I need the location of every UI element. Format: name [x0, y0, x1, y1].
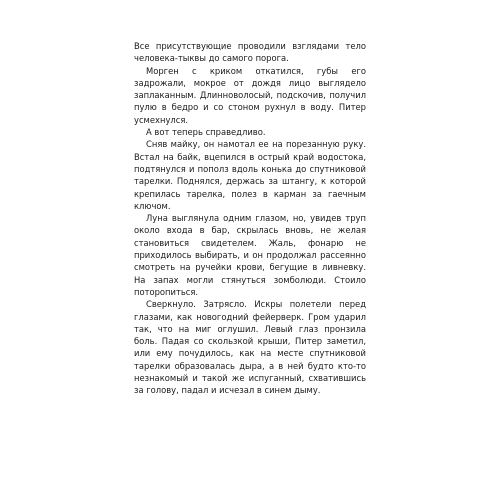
- paragraph-3: А вот теперь справедливо.: [146, 127, 266, 138]
- paragraph-6: Сверкнуло. Затрясло. Искры полетели перед глазами, как новогодний фейерверк. Гром ударил так, что на миг оглушил. Левый глаз пронзила боль. Падая со скользкой крыши, Питер заметил, или ему почудилось, как на месте спутниковой тарелки образовалась дыра, а в ней будто кто-то незнакомый и такой же испуганный, схватившись за голову, падал и исчезал в синем дыму.: [134, 299, 366, 396]
- body-text: [134, 40, 366, 397]
- paragraph-2: Морген с криком откатился, губы его задрожали, мокрое от дождя лицо выглядело заплаканным. Длинноволосый, подскочив, получил пулю в бедро и со стоном рухнул в воду. Питер усмехнулся.: [134, 65, 366, 125]
- paragraph-1: Все присутствующие проводили взглядами тело человека-тыквы до самого порога.: [134, 41, 366, 64]
- paragraph-5: Луна выглянула одним глазом, но, увидев труп около входа в бар, скрылась вновь, не желая становиться свидетелем. Жаль, фонарю не приходилось выбирать, и он продолжал рассеянно смотреть на ручейки крови, бегущие в ливневку. На запах могли стянуться зомболюди. Стоило поторопиться.: [134, 213, 366, 297]
- paragraph-4: Сняв майку, он намотал ее на порезанную руку. Встал на байк, вцепился в острый край водостока, подтянулся и пополз вдоль конька до спутниковой тарелки. Поднялся, держась за штангу, к которой крепилась тарелка, полез в карман за гаечным ключом.: [134, 139, 366, 211]
